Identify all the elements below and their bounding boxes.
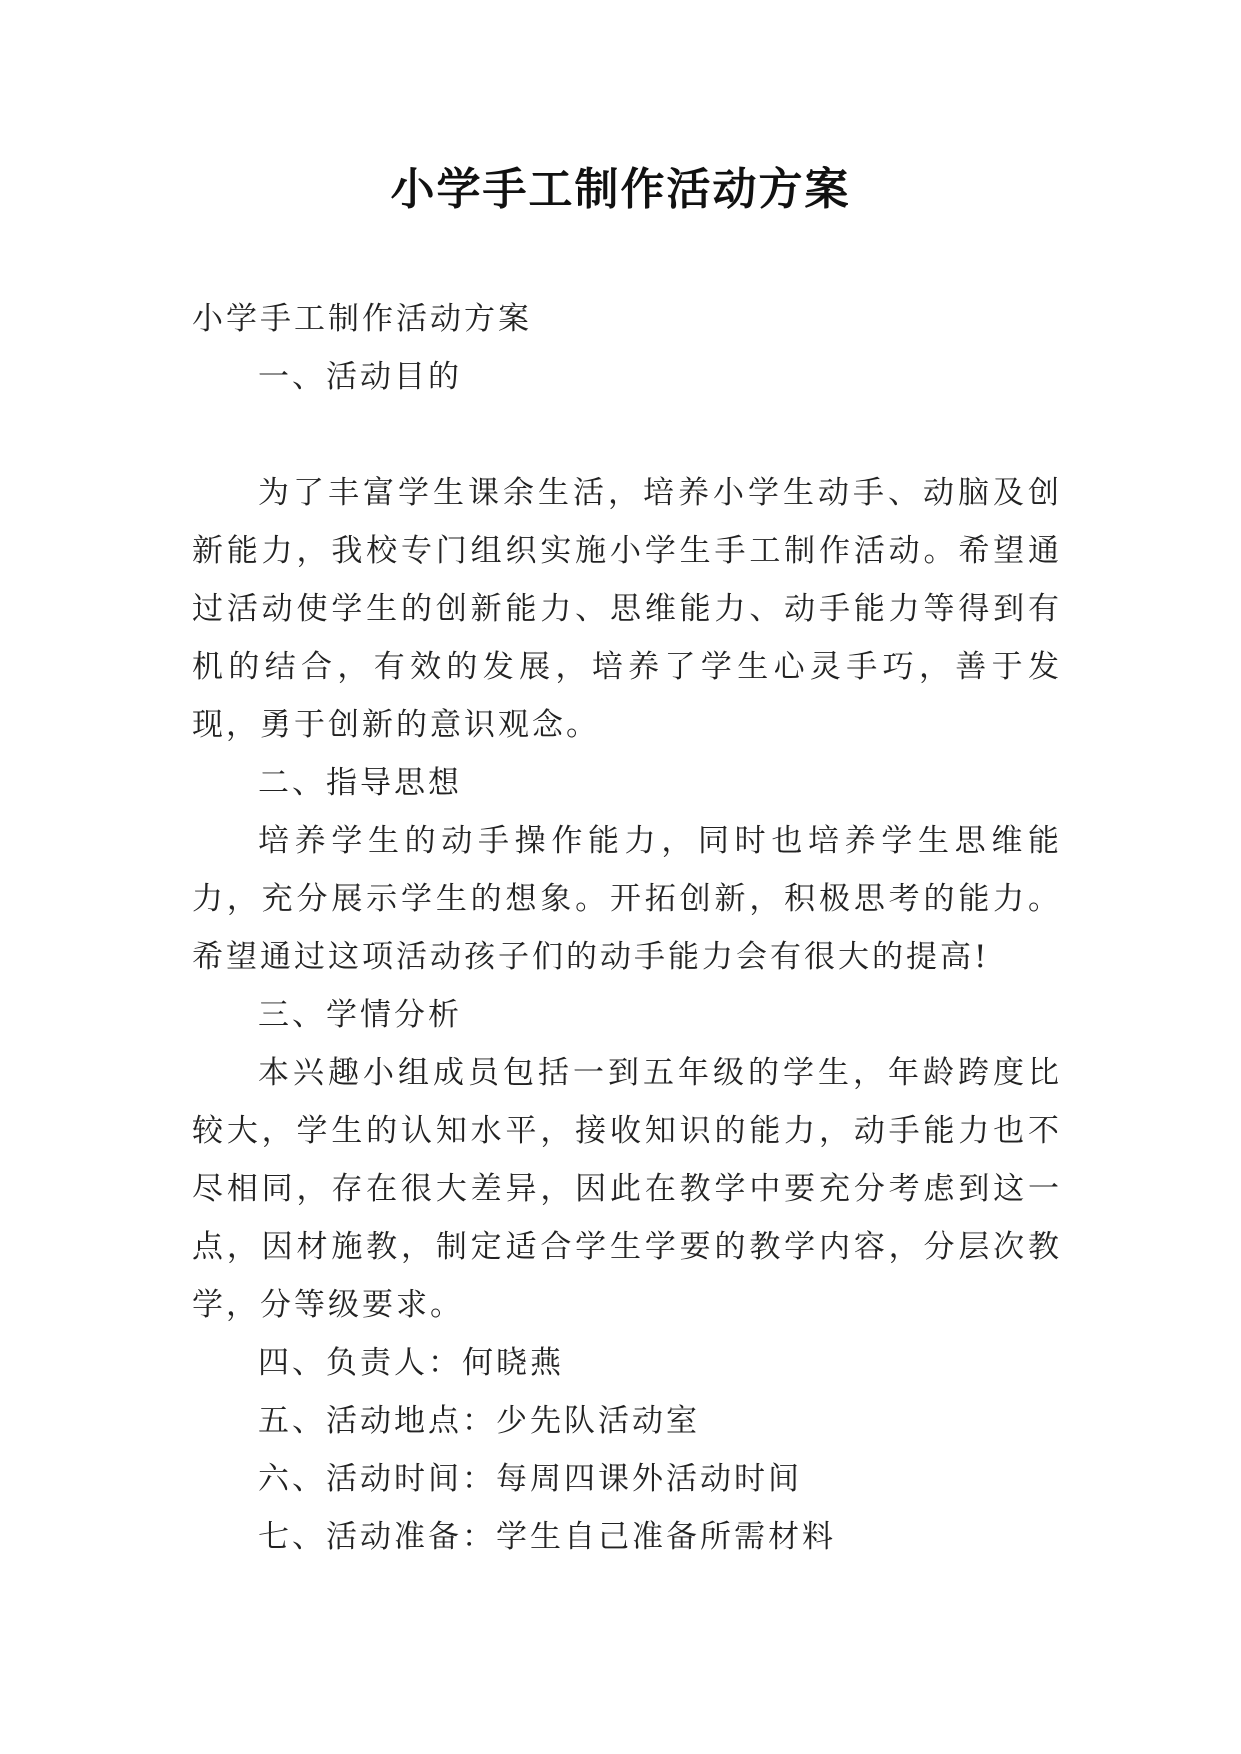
item-location: 五、活动地点：少先队活动室 — [258, 1403, 700, 1439]
paragraph-guiding-thought: 培养学生的动手操作能力，同时也培养学生思维能力，充分展示学生的想象。开拓创新，积极思考的能力。希望通过这项活动孩子们的动手能力会有很大的提高! — [192, 823, 1062, 975]
item-time: 六、活动时间：每周四课外活动时间 — [258, 1461, 802, 1497]
section-heading-purpose: 一、活动目的 — [258, 359, 462, 395]
section-heading-guiding-thought: 二、指导思想 — [258, 765, 462, 801]
blank-line — [192, 406, 1062, 464]
paragraph-purpose: 为了丰富学生课余生活，培养小学生动手、动脑及创新能力，我校专门组织实施小学生手工制作活动。希望通过活动使学生的创新能力、思维能力、动手能力等得到有机的结合，有效的发展，培养了学生心灵手巧，善于发现，勇于创新的意识观念。 — [192, 475, 1062, 743]
document-subtitle: 小学手工制作活动方案 — [192, 301, 532, 337]
item-preparation: 七、活动准备：学生自己准备所需材料 — [258, 1519, 836, 1555]
item-responsible: 四、负责人：何晓燕 — [258, 1345, 564, 1381]
document-title: 小学手工制作活动方案 — [390, 164, 851, 215]
document-body — [192, 290, 1062, 1566]
paragraph-analysis: 本兴趣小组成员包括一到五年级的学生，年龄跨度比较大，学生的认知水平，接收知识的能力，动手能力也不尽相同，存在很大差异，因此在教学中要充分考虑到这一点，因材施教，制定适合学生学要的教学内容，分层次教学，分等级要求。 — [192, 1055, 1062, 1323]
section-heading-analysis: 三、学情分析 — [258, 997, 462, 1033]
